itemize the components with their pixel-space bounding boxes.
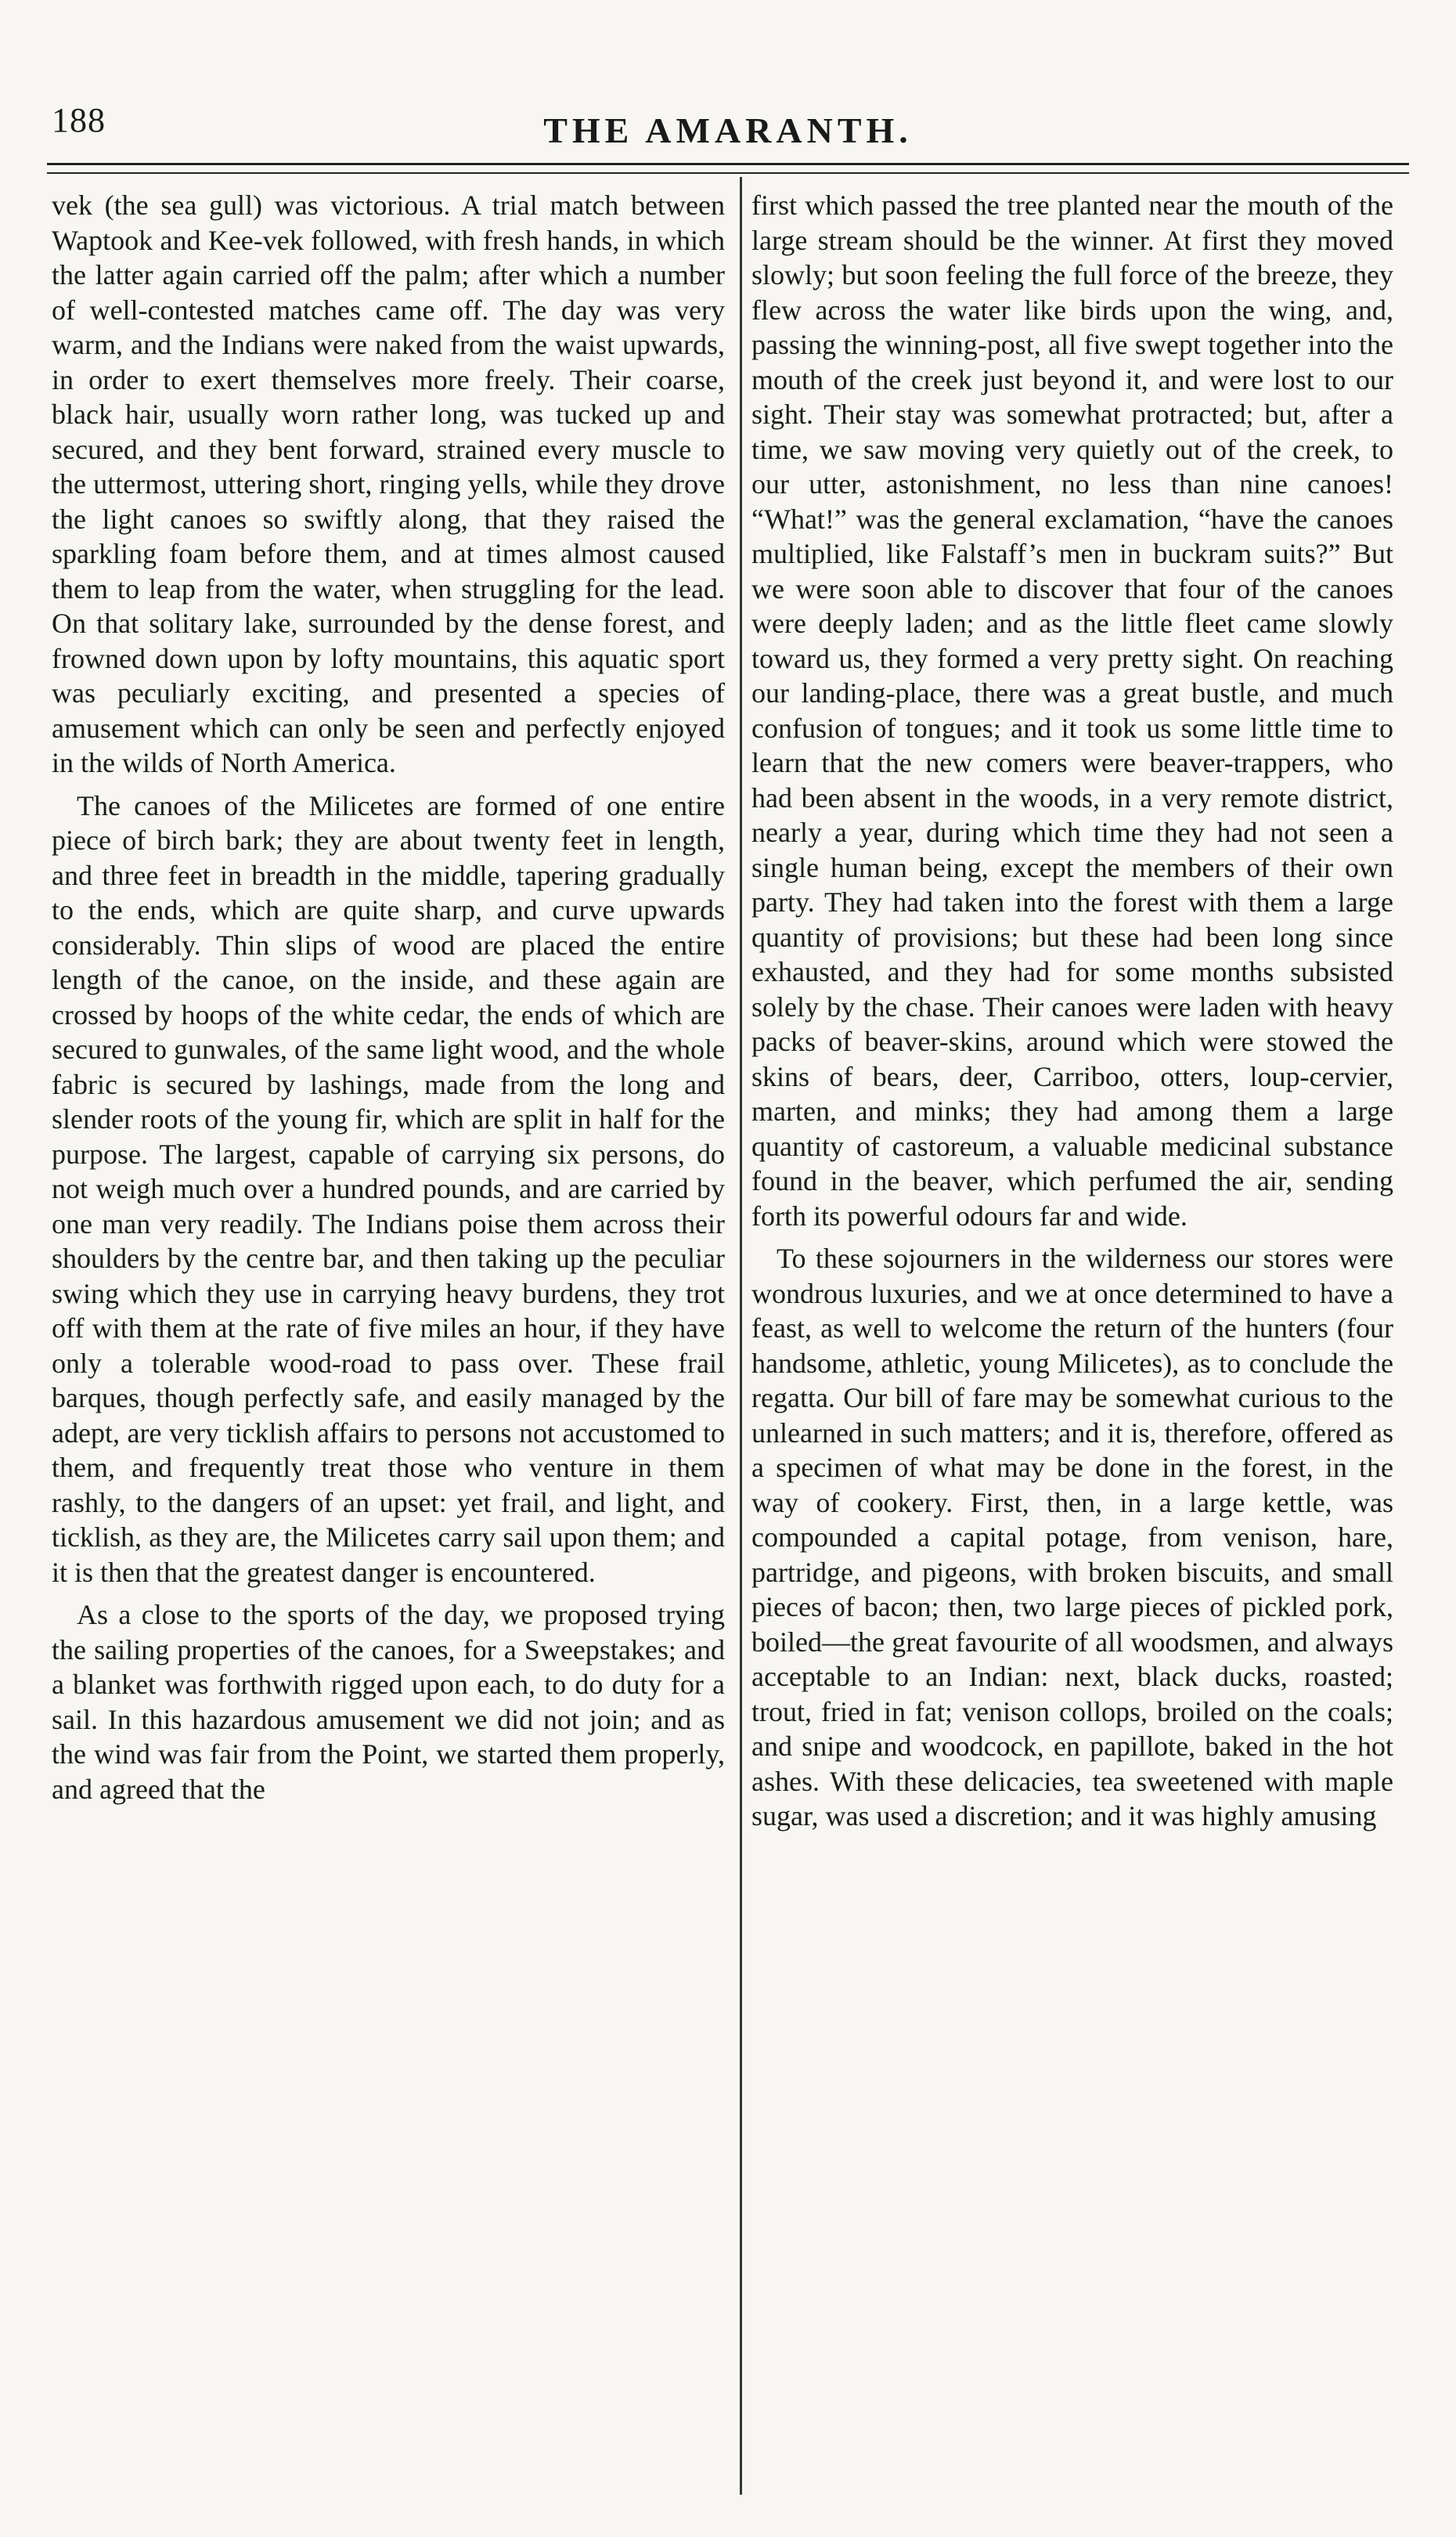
page-number: 188 [52,101,106,139]
right-column [751,188,1393,1842]
header-rule [47,163,1409,165]
header-rule-double [47,172,1409,174]
column-divider [740,177,742,2495]
paragraph: vek (the sea gull) was victorious. A trial match between Waptook and Kee-vek followed, with fresh hands, in which the latter again carried off the palm; after which a number of well-contested matches came off. The day was very warm, and the Indians were naked from the waist upwards, in order to exert themselves more freely. Their coarse, black hair, usually worn rather long, was tucked up and secured, and they bent forward, strained every muscle to the uttermost, uttering short, ringing yells, while they drove the light canoes so swiftly along, that they raised the sparkling foam before them, and at times almost caused them to leap from the water, when struggling for the lead. On that solitary lake, surrounded by the dense forest, and frowned down upon by lofty mountains, this aquatic sport was peculiarly exciting, and presented a species of amusement which can only be seen and perfectly enjoyed in the wilds of North America. [52,189,725,778]
paragraph: first which passed the tree planted near the mouth of the large stream should be the winner. At first they moved slowly; but soon feeling the full force of the breeze, they flew across the water like birds upon the wing, and, passing the winning-post, all five swept together into the mouth of the creek just beyond it, and were lost to our sight. Their stay was somewhat protracted; but, after a time, we saw moving very quietly out of the creek, to our utter, astonishment, no less than nine canoes! “What!” was the general exclamation, “have the canoes multiplied, like Falstaff’s men in buckram suits?” But we were soon able to discover that four of the canoes were deeply laden; and as the little fleet came slowly toward us, they formed a very pretty sight. On reaching our landing-place, there was a great bustle, and much confusion of tongues; and it took us some little time to learn that the new comers were beaver-trappers, who had been absent in the woods, in a very remote district, nearly a year, during which time they had not seen a single human being, except the members of their own party. They had taken into the forest with them a large quantity of provisions; but these had been long since exhausted, and they had for some months subsisted solely by the chase. Their canoes were laden with heavy packs of beaver-skins, around which were stowed the skins of bears, deer, Carriboo, otters, loup-cervier, marten, and minks; they had among them a large quantity of castoreum, a valuable medicinal substance found in the beaver, which perfumed the air, sending forth its powerful odours far and wide. [751,189,1393,1232]
paragraph: The canoes of the Milicetes are formed of one entire piece of birch bark; they are about twenty feet in length, and three feet in breadth in the middle, tapering gradually to the ends, which are quite sharp, and curve upwards considerably. Thin slips of wood are placed the entire length of the canoe, on the inside, and these again are crossed by hoops of the white cedar, the ends of which are secured to gunwales, of the same light wood, and the whole fabric is secured by lashings, made from the long and slender roots of the young fir, which are split in half for the purpose. The largest, capable of carrying six persons, do not weigh much over a hundred pounds, and are carried by one man very readily. The Indians poise them across their shoulders by the centre bar, and then taking up the peculiar swing which they use in carrying heavy burdens, they trot off with them at the rate of five miles an hour, if they have only a tolerable wood-road to pass over. These frail barques, though perfectly safe, and easily managed by the adept, are very ticklish affairs to persons not accustomed to them, and frequently treat those who venture in them rashly, to the dangers of an upset: yet frail, and light, and ticklish, as they are, the Milicetes carry sail upon them; and it is then that the greatest danger is encountered. [52,789,725,1588]
left-column [52,188,725,1814]
paragraph: To these sojourners in the wilderness our stores were wondrous luxuries, and we at once determined to have a feast, as well to welcome the return of the hunters (four handsome, athletic, young Milicetes), as to conclude the regatta. Our bill of fare may be somewhat curious to the unlearned in such matters; and it is, therefore, offered as a specimen of what may be done in the forest, in the way of cookery. First, then, in a large kettle, was compounded a capital potage, from venison, hare, partridge, and pigeons, with broken biscuits, and small pieces of bacon; then, two large pieces of pickled pork, boiled—the great favourite of all woodsmen, and always acceptable to an Indian: next, black ducks, roasted; trout, fried in fat; venison collops, broiled on the coals; and snipe and woodcock, en papillote, baked in the hot ashes. With these delicacies, tea sweetened with maple sugar, was used a discretion; and it was highly amusing [751,1243,1393,1831]
paragraph: As a close to the sports of the day, we proposed trying the sailing properties of the canoes, for a Sweepstakes; and a blanket was forthwith rigged upon each, to do duty for a sail. In this hazardous amusement we did not join; and as the wind was fair from the Point, we started them properly, and agreed that the [52,1599,725,1805]
running-head-title: THE AMARANTH. [543,110,913,150]
